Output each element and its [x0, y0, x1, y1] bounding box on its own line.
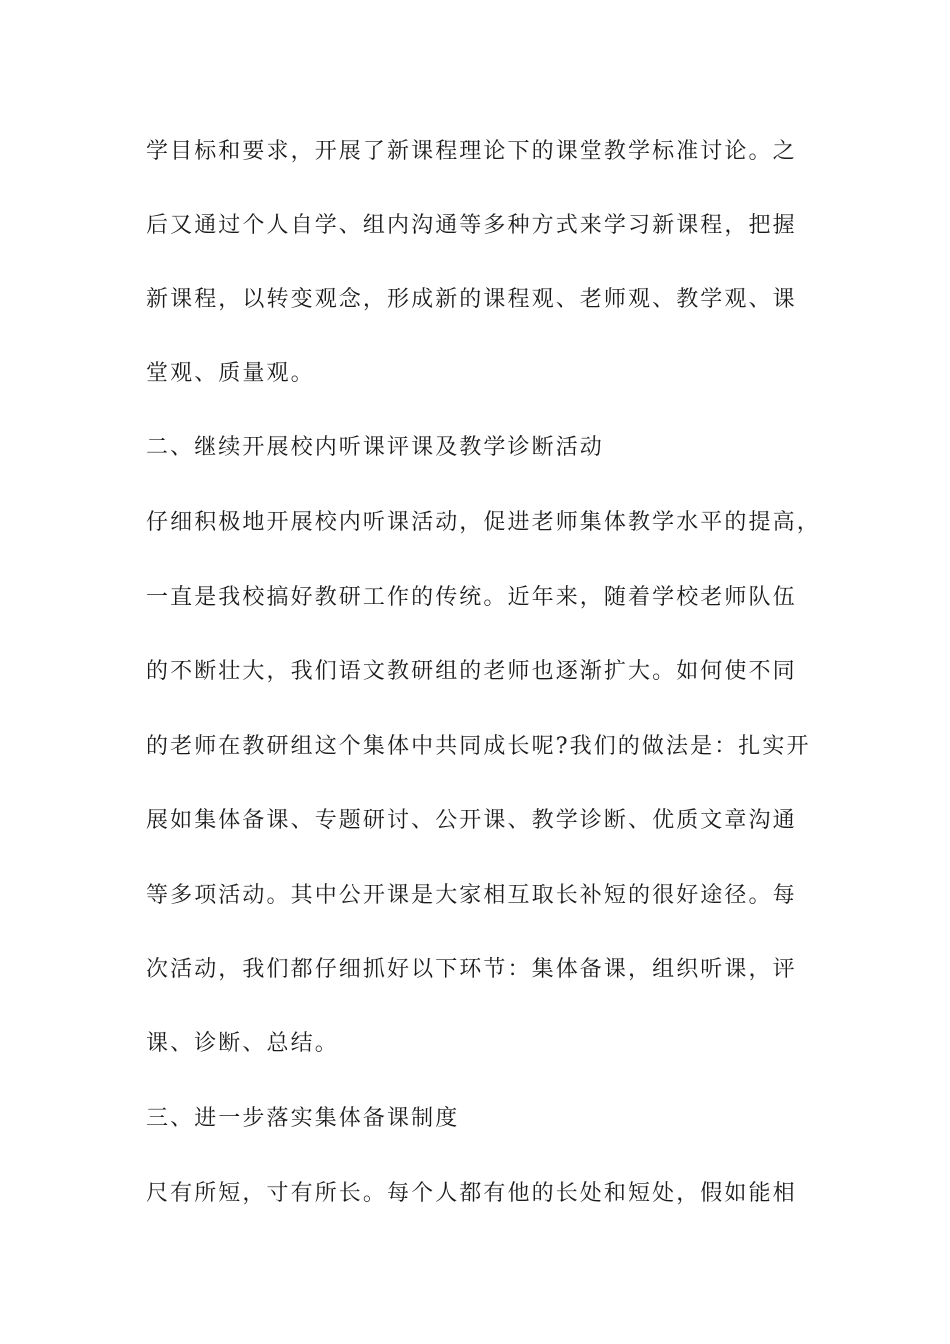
body-text-line: 的老师在教研组这个集体中共同成长呢?我们的做法是：扎实开: [146, 734, 811, 759]
body-text-line: 堂观、质量观。: [146, 361, 315, 386]
body-text-line: 仔细积极地开展校内听课活动，促进老师集体教学水平的提高，: [146, 510, 821, 535]
section-heading-3: 三、进一步落实集体备课制度: [146, 1106, 460, 1131]
body-text-line: 的不断壮大，我们语文教研组的老师也逐渐扩大。如何使不同: [146, 659, 797, 684]
body-text-line: 新课程，以转变观念，形成新的课程观、老师观、教学观、课: [146, 287, 797, 312]
body-text-line: 次活动，我们都仔细抓好以下环节：集体备课，组织听课，评: [146, 957, 797, 982]
body-text-line: 后又通过个人自学、组内沟通等多种方式来学习新课程，把握: [146, 213, 797, 238]
body-text-line: 学目标和要求，开展了新课程理论下的课堂教学标准讨论。之: [146, 139, 797, 164]
body-text-line: 课、诊断、总结。: [146, 1031, 339, 1056]
body-text-line: 展如集体备课、专题研讨、公开课、教学诊断、优质文章沟通: [146, 808, 797, 833]
body-text-line: 等多项活动。其中公开课是大家相互取长补短的很好途径。每: [146, 883, 797, 908]
body-text-line: 尺有所短，寸有所长。每个人都有他的长处和短处，假如能相: [146, 1181, 797, 1206]
section-heading-2: 二、继续开展校内听课评课及教学诊断活动: [146, 435, 604, 460]
body-text-line: 一直是我校搞好教研工作的传统。近年来，随着学校老师队伍: [146, 585, 797, 610]
